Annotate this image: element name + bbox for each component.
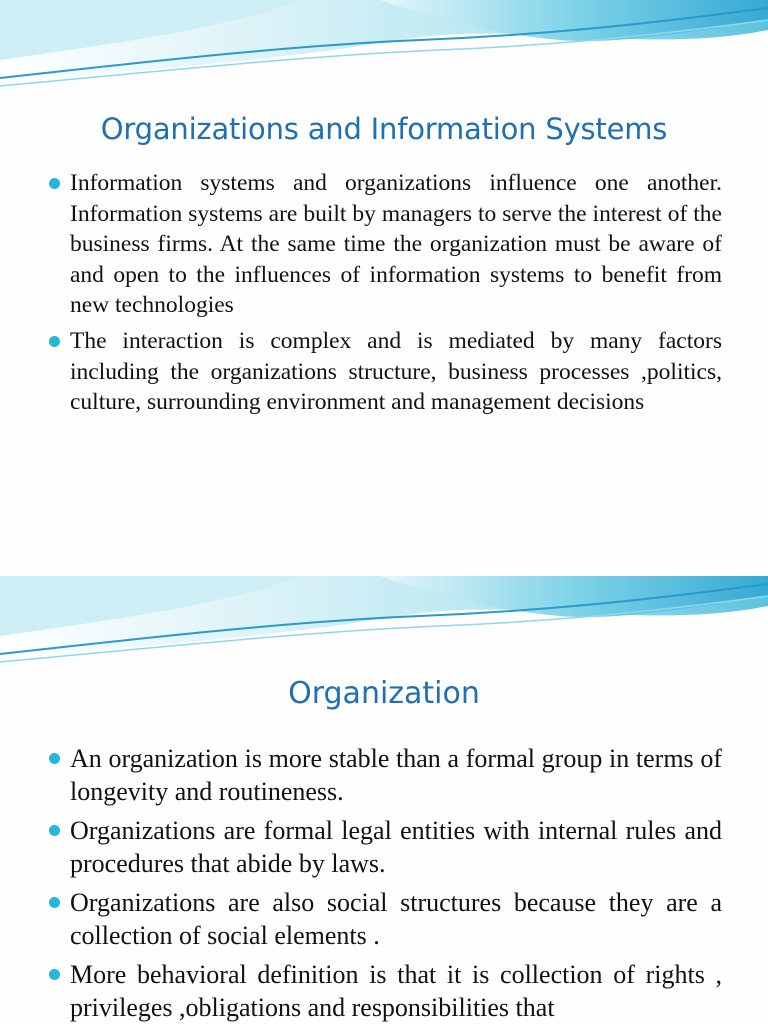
bullet-text: More behavioral definition is that it is collection of rights , privileges ,obligations and responsibilities that — [70, 960, 722, 1022]
bullet-dot-icon — [49, 969, 60, 980]
bullet-dot-icon — [49, 178, 60, 189]
bullet-text: Organizations are also social structures because they are a collection of social elements . — [70, 888, 722, 950]
bullet-item — [48, 958, 722, 1024]
bullet-text: Information systems and organizations influence one another. Information systems are built by managers to serve the interest of the business firms. At the same time the organization must be aware of and open to the influences of information systems to benefit from new technologies — [70, 170, 722, 319]
slide-2 — [0, 576, 768, 1024]
bullet-list — [48, 742, 722, 1024]
bullet-dot-icon — [49, 753, 60, 764]
bullet-text: Organizations are formal legal entities with internal rules and procedures that abide by laws. — [70, 816, 722, 878]
bullet-item — [48, 886, 722, 952]
bullet-item — [48, 814, 722, 880]
slide-title: Organization — [288, 676, 480, 711]
wave-banner — [0, 0, 768, 110]
slide-title: Organizations and Information Systems — [100, 112, 668, 146]
bullet-item — [48, 326, 722, 418]
bullet-dot-icon — [49, 825, 60, 836]
bullet-text: The interaction is complex and is mediated by many factors including the organizations structure, business processes ,politics, culture, surrounding environment and management decisions — [70, 327, 722, 416]
bullet-item — [48, 742, 722, 808]
bullet-list — [48, 168, 722, 423]
bullet-text: An organization is more stable than a formal group in terms of longevity and routineness. — [70, 744, 722, 806]
bullet-dot-icon — [49, 336, 60, 347]
bullet-item — [48, 168, 722, 321]
bullet-dot-icon — [49, 897, 60, 908]
wave-banner — [0, 576, 768, 686]
